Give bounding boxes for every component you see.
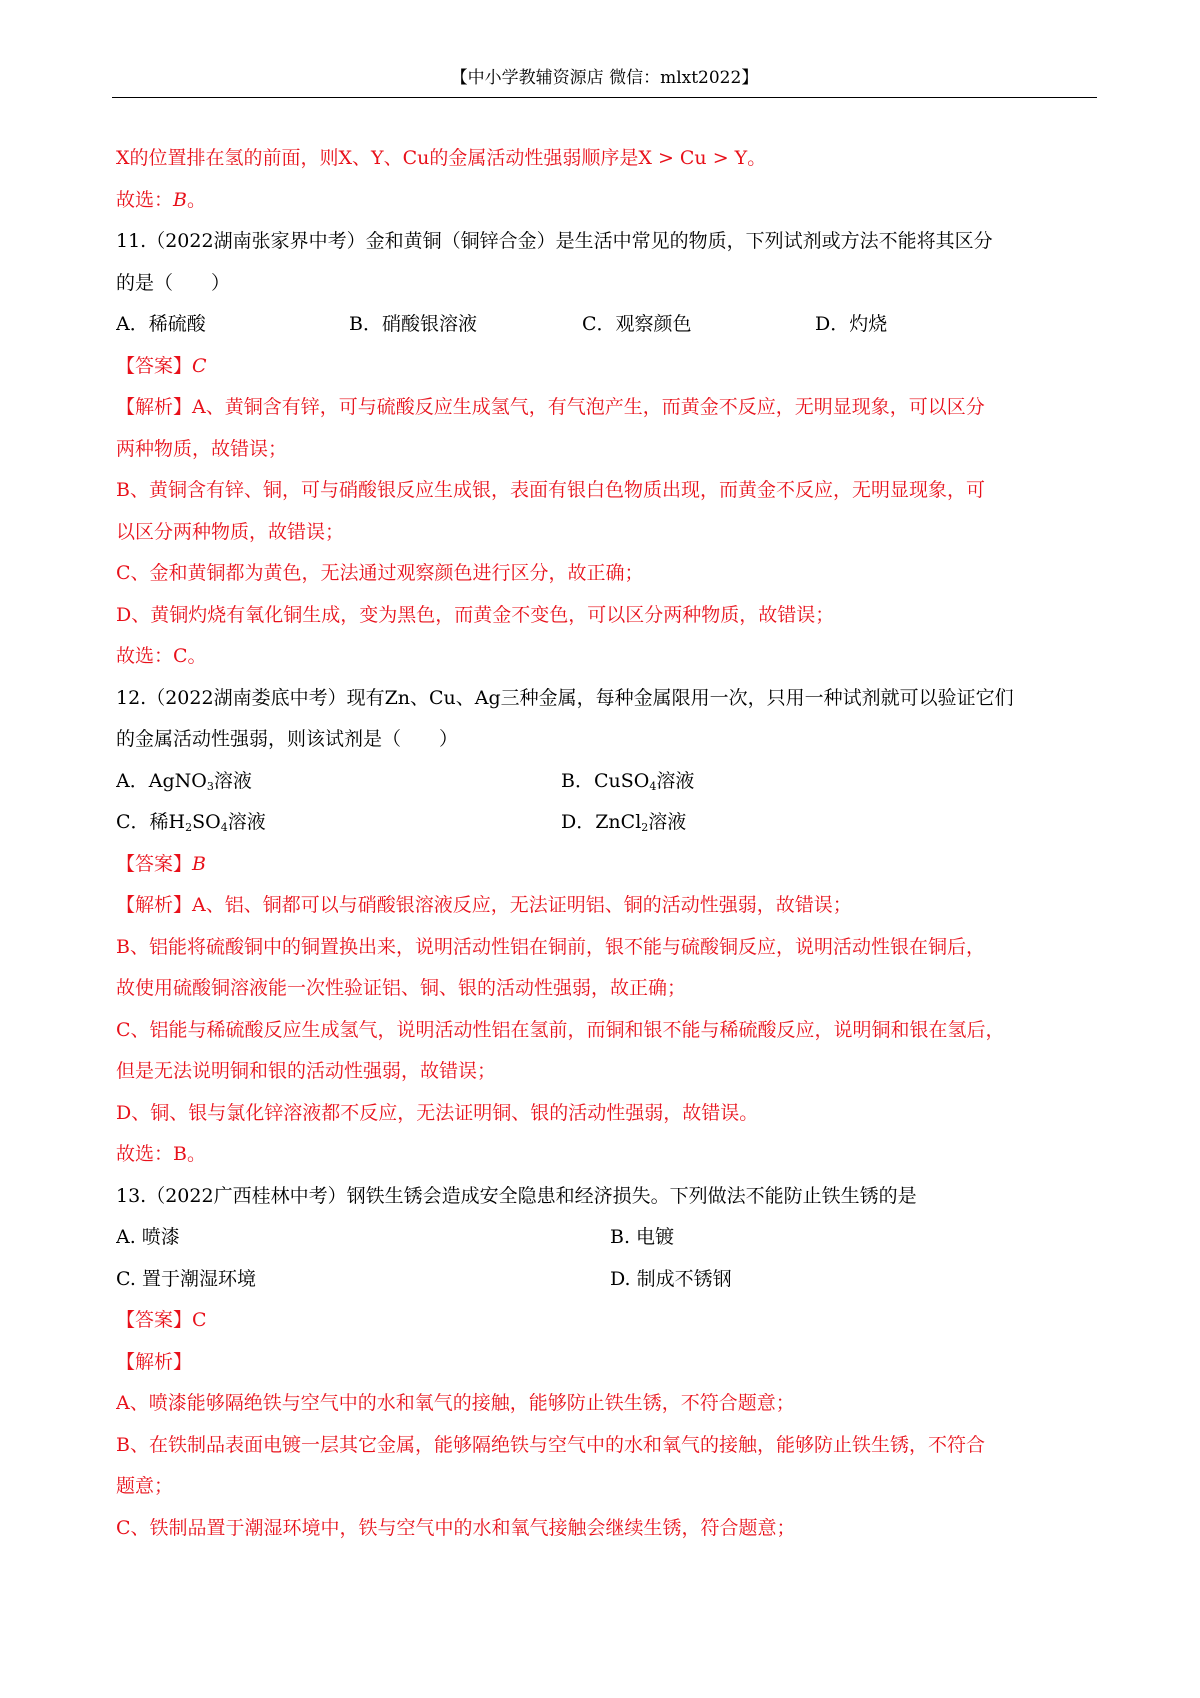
q13-analysis-line: 题意； (116, 1475, 174, 1497)
option-text: 溶液 (227, 811, 266, 833)
analysis-label: 【解析】 (116, 894, 193, 916)
option-text: 溶液 (656, 769, 695, 792)
subscript: 4 (649, 779, 657, 793)
q13-analysis-label: 【解析】 (116, 1350, 193, 1373)
answer-value: B (192, 852, 206, 875)
q11-option-d: D．灼烧 (815, 313, 888, 335)
q11-answer (116, 346, 1096, 388)
q13-options-row-1 (116, 1217, 1096, 1259)
answer-value: C (192, 1309, 207, 1331)
answer-prefix: 故选： (116, 188, 174, 211)
prev-analysis-line: X的位置排在氢的前面，则X、Y、Cu的金属活动性强弱顺序是X > Cu > Y。 (116, 147, 767, 169)
q12-answer (116, 844, 1096, 886)
q12-analysis-line: C、铝能与稀硫酸反应生成氢气，说明活动性铝在氢前，而铜和银不能与稀硫酸反应，说明铜和银在氢后， (116, 1018, 1005, 1041)
q12-stem-line-1: 12.（2022湖南娄底中考）现有Zn、Cu、Ag三种金属，每种金属限用一次，只用一种试剂就可以验证它们 (116, 686, 1014, 709)
q11-option-a: A．稀硫酸 (116, 313, 206, 335)
q11-stem-line-1: 11.（2022湖南张家界中考）金和黄铜（铜锌合金）是生活中常见的物质，下列试剂或方法不能将其区分 (116, 230, 993, 252)
q13-analysis-line: A、喷漆能够隔绝铁与空气中的水和氧气的接触，能够防止铁生锈，不符合题意； (116, 1392, 795, 1414)
q13-option-c: C. 置于潮湿环境 (116, 1267, 256, 1290)
subscript: 4 (220, 821, 228, 834)
header-divider (112, 97, 1097, 98)
q12-analysis-line: B、铝能将硫酸铜中的铜置换出来，说明活动性铝在铜前，银不能与硫酸铜反应，说明活动性银在铜后， (116, 935, 985, 958)
q11-analysis-line: B、黄铜含有锌、铜，可与硝酸银反应生成银，表面有银白色物质出现，而黄金不反应，无明显现象，可 (116, 479, 985, 501)
option-text: SO (192, 811, 221, 833)
q13-options-row-2 (116, 1259, 1096, 1301)
q13-option-a: A. 喷漆 (116, 1226, 180, 1248)
q11-analysis-line (116, 387, 1096, 429)
q12-analysis-line: 故使用硫酸铜溶液能一次性验证铝、铜、银的活动性强弱，故正确； (116, 977, 687, 999)
q11-conclusion: 故选：C。 (116, 645, 207, 667)
option-text: C．稀H (116, 811, 186, 833)
document-body (116, 138, 1096, 1549)
option-text: 溶液 (648, 811, 687, 833)
option-text: A．AgNO (116, 769, 207, 792)
subscript: 2 (185, 821, 193, 834)
subscript: 3 (206, 779, 214, 793)
answer-suffix: 。 (186, 188, 206, 211)
q12-option-a (116, 761, 561, 803)
q12-options-row-1 (116, 761, 1096, 803)
q11-stem-line-2: 的是（ ） (116, 271, 231, 294)
q12-conclusion: 故选：B。 (116, 1143, 206, 1165)
subscript: 2 (641, 821, 649, 834)
q12-stem-line-2: 的金属活动性强弱，则该试剂是（ ） (116, 728, 459, 750)
q11-analysis-line: 两种物质，故错误； (116, 437, 288, 460)
q11-analysis-line: D、黄铜灼烧有氧化铜生成，变为黑色，而黄金不变色，可以区分两种物质，故错误； (116, 603, 835, 626)
q11-option-b: B．硝酸银溶液 (349, 313, 477, 335)
q12-options-row-2 (116, 802, 1096, 844)
q12-option-d (561, 802, 686, 844)
q13-option-b: B. 电镀 (610, 1226, 675, 1248)
answer-value: C (192, 354, 207, 377)
q11-options (116, 304, 1096, 346)
q11-analysis-line: 以区分两种物质，故错误； (116, 520, 345, 543)
option-text: B．CuSO (561, 769, 650, 792)
q12-analysis-line: D、铜、银与氯化锌溶液都不反应，无法证明铜、银的活动性强弱，故错误。 (116, 1101, 759, 1124)
answer-label: 【答案】 (116, 1309, 193, 1331)
q11-option-c: C．观察颜色 (582, 313, 692, 335)
prev-answer-line (116, 180, 1096, 222)
q11-analysis-line: C、金和黄铜都为黄色，无法通过观察颜色进行区分，故正确； (116, 562, 644, 584)
analysis-text: A、铝、铜都可以与硝酸银溶液反应，无法证明铝、铜的活动性强弱，故错误； (192, 894, 852, 916)
q13-option-d: D. 制成不锈钢 (610, 1267, 732, 1290)
q13-analysis-line: B、在铁制品表面电镀一层其它金属，能够隔绝铁与空气中的水和氧气的接触，能够防止铁生锈，不符合 (116, 1433, 985, 1456)
q12-analysis-line (116, 885, 1096, 927)
answer-letter: B (173, 188, 187, 211)
answer-label: 【答案】 (116, 354, 193, 377)
page-header: 【中小学教辅资源店 微信：mlxt2022】 (450, 68, 759, 88)
q12-option-b (561, 761, 694, 803)
q13-answer (116, 1300, 1096, 1342)
q13-stem-line-1: 13.（2022广西桂林中考）钢铁生锈会造成安全隐患和经济损失。下列做法不能防止铁生锈的是 (116, 1184, 917, 1207)
q13-analysis-line: C、铁制品置于潮湿环境中，铁与空气中的水和氧气接触会继续生锈，符合题意； (116, 1516, 796, 1539)
answer-label: 【答案】 (116, 852, 193, 875)
option-text: D．ZnCl (561, 811, 642, 833)
analysis-label: 【解析】 (116, 396, 193, 418)
option-text: 溶液 (213, 769, 252, 792)
q12-option-c (116, 802, 561, 844)
analysis-text: A、黄铜含有锌，可与硫酸反应生成氢气，有气泡产生，而黄金不反应，无明显现象，可以区分 (192, 396, 985, 418)
q12-analysis-line: 但是无法说明铜和银的活动性强弱，故错误； (116, 1060, 497, 1082)
